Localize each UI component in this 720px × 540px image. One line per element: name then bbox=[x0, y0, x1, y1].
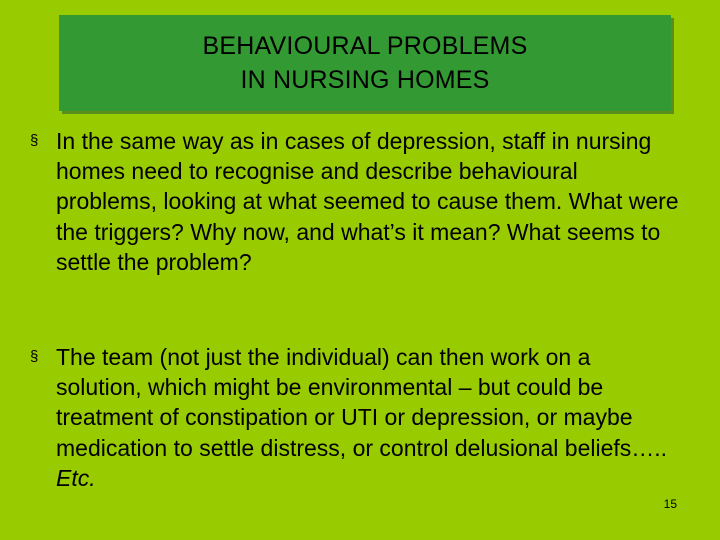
bullet-text-1: In the same way as in cases of depression, staff in nursing homes need to recognise and describe behavioural problems, looking at what seemed to cause them. What were the triggers? Why now, and what’s it mean? What seems to settle the problem? bbox=[56, 128, 679, 275]
bullet-text-2 bbox=[56, 342, 680, 493]
slide-number: 15 bbox=[663, 497, 677, 511]
bullet-marker: § bbox=[30, 132, 39, 149]
slide-title-line-1: BEHAVIOURAL PROBLEMS bbox=[202, 32, 528, 60]
bullet-item-1 bbox=[30, 126, 680, 277]
slide-title-line-2: IN NURSING HOMES bbox=[240, 66, 490, 94]
bullet-item-2 bbox=[30, 342, 680, 493]
bullet-text-2-etc: Etc. bbox=[56, 464, 96, 491]
bullet-text-2-body: The team (not just the individual) can then work on a solution, which might be environmental – but could be treatment of constipation or UTI or depression, or maybe medication to settle distress, or control delusional beliefs….. bbox=[56, 344, 668, 461]
slide-title-box bbox=[59, 15, 671, 111]
bullet-marker: § bbox=[30, 348, 39, 365]
